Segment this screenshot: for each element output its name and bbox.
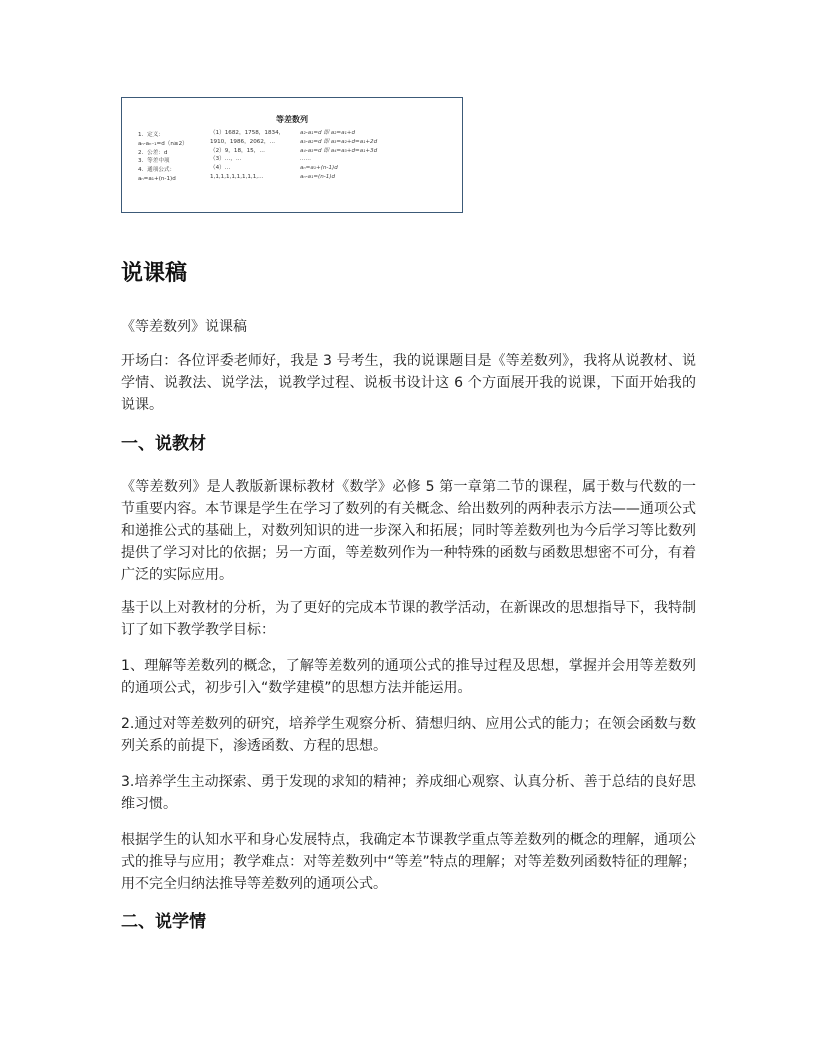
intro-paragraph: 开场白：各位评委老师好，我是 3 号考生，我的说课题目是《等差数列》，我将从说教材、说学情、说教法、说学法，说教学过程、说板书设计这 6 个方面展开我的说课，下面开始我的说课。 — [121, 353, 696, 413]
board-line: 2．公差：d — [138, 149, 168, 156]
board-line: （3）…，… — [210, 156, 242, 163]
goal-item-2: 2.通过对等差数列的研究，培养学生观察分析、猜想归纳、应用公式的能力；在领会函数与数列关系的前提下，渗透函数、方程的思想。 — [121, 716, 696, 754]
board-right-column — [300, 130, 377, 183]
goal-item-3: 3.培养学生主动探索、勇于发现的求知的精神；养成细心观察、认真分析、善于总结的良好思维习惯。 — [121, 774, 696, 812]
section-heading-textbook: 一、说教材 — [121, 434, 206, 454]
board-line: aₙ-aₙ₋₁=d（n≥2） — [138, 140, 188, 147]
board-line: aₙ-a₁=(n-1)d — [300, 173, 336, 180]
blackboard-figure — [121, 97, 463, 213]
section-heading-students: 二、说学情 — [121, 912, 206, 932]
textbook-paragraph: 《等差数列》是人教版新课标教材《数学》必修 5 第一章第二节的课程，属于数与代数的一节重要内容。本节课是学生在学习了数列的有关概念、给出数列的两种表示方法——通项公式和递推公式的基础上，对数列知识的进一步深入和拓展；同时等差数列也为今后学习等比数列提供了学习对比的依据；另一方面，等差数列作为一种特殊的函数与函数思想密不可分，有着广泛的实际应用。 — [121, 479, 696, 583]
board-line: 3．等差中项 — [138, 158, 170, 165]
document-subtitle: 《等差数列》说课稿 — [121, 319, 247, 335]
board-line: 1,1,1,1,1,1,1,1,1,… — [210, 173, 264, 180]
board-line: 1．定义： — [138, 132, 164, 138]
board-line: aₙ=a₁+(n-1)d — [138, 175, 176, 182]
board-line: （1）1682，1758，1834， — [210, 130, 285, 136]
board-line: （4）… — [210, 165, 231, 172]
board-line: aₙ=a₁+(n-1)d — [300, 165, 338, 172]
board-line: 4．通项公式： — [138, 167, 176, 174]
board-line: 1910，1986，2062，… — [210, 138, 276, 145]
board-line: （2）9，18，15，… — [210, 147, 265, 154]
board-line: a₂-a₁=d 即 a₂=a₁+d — [300, 130, 356, 136]
goal-item-1: 1、理解等差数列的概念，了解等差数列的通项公式的推导过程及思想，掌握并会用等差数列的通项公式，初步引入“数学建模”的思想方法并能运用。 — [121, 658, 696, 696]
board-title: 等差数列 — [276, 115, 308, 124]
document-title: 说课稿 — [121, 261, 188, 286]
board-line: a₃-a₂=d 即 a₃=a₂+d=a₁+2d — [300, 138, 378, 145]
key-points-paragraph: 根据学生的认知水平和身心发展特点，我确定本节课教学重点等差数列的概念的理解，通项公式的推导与应用；教学难点：对等差数列中“等差”特点的理解；对等差数列函数特征的理解；用不完全归纳法推导等差数列的通项公式。 — [121, 832, 696, 892]
goals-intro-paragraph: 基于以上对教材的分析，为了更好的完成本节课的教学活动，在新课改的思想指导下，我特制订了如下教学教学目标： — [121, 600, 696, 638]
board-middle-column — [210, 130, 284, 183]
board-line: a₄-a₃=d 即 a₄=a₃+d=a₁+3d — [300, 147, 378, 154]
board-left-column — [138, 132, 188, 185]
board-line: …… — [300, 156, 312, 163]
